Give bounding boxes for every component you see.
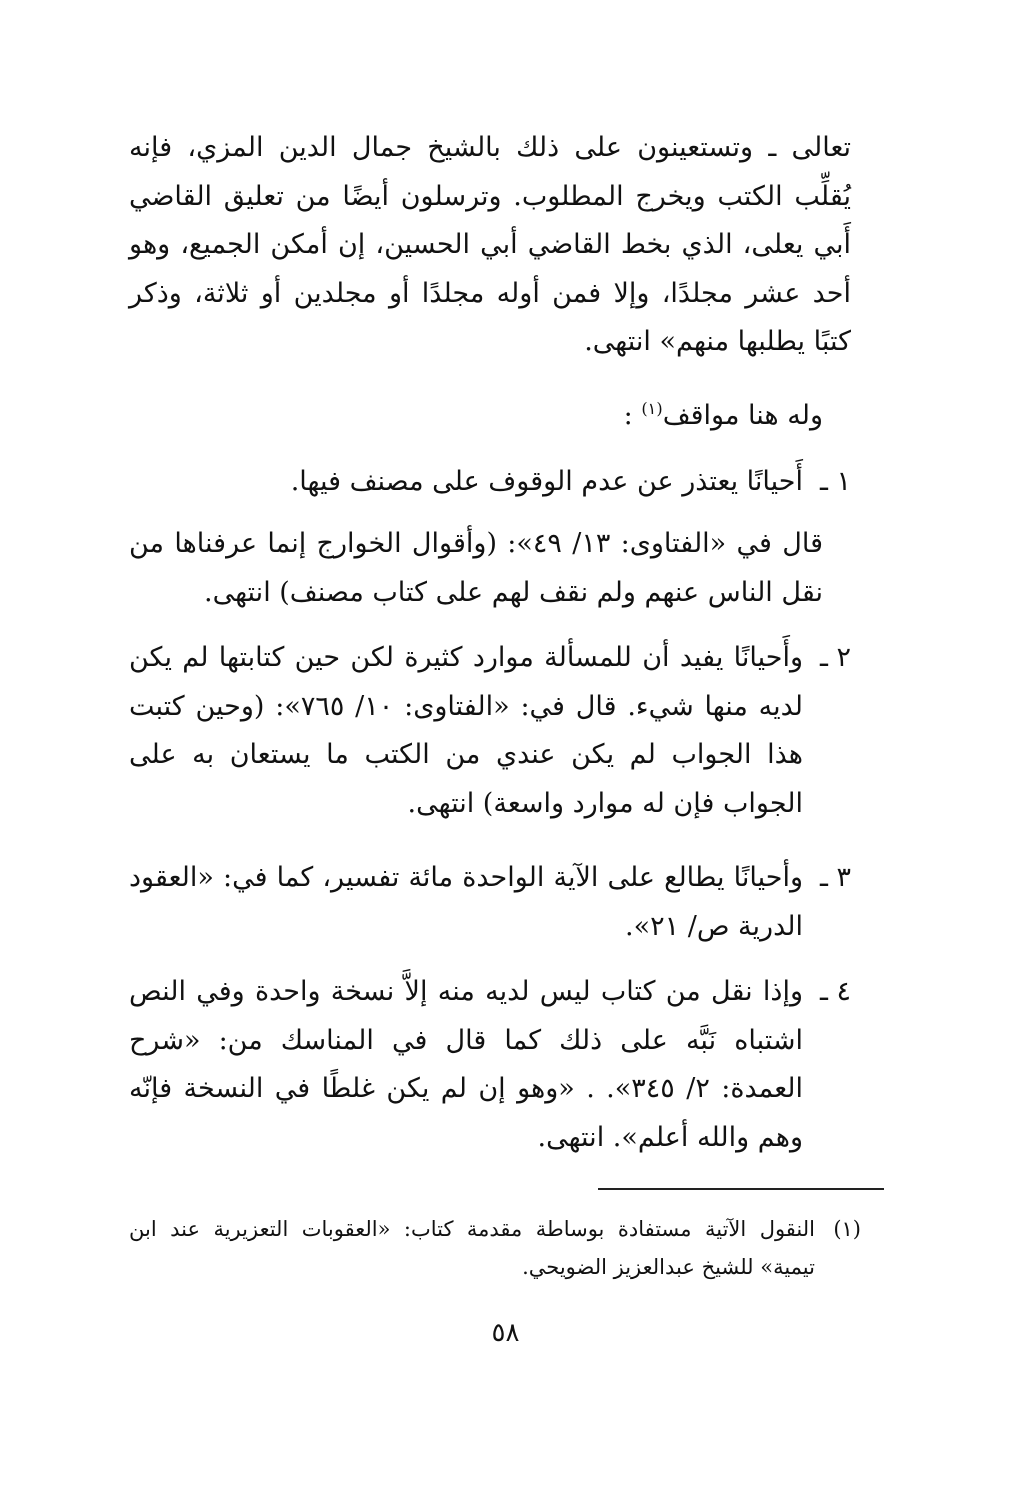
mawaqif-intro-colon: : <box>623 400 633 431</box>
list-item-number: ٣ ـ <box>819 862 851 893</box>
footnote-number: (١) <box>833 1217 861 1241</box>
footnote-reference-marker: (١) <box>641 399 663 418</box>
list-item-text: أَحيانًا يعتذر عن عدم الوقوف على مصنف فيها. <box>290 466 803 497</box>
footnote <box>129 1210 861 1286</box>
list-item-number: ٢ ـ <box>819 642 851 673</box>
list-item-text: وأَحيانًا يفيد أن للمسألة موارد كثيرة لكن حين كتابتها لم يكن لديه منها شيء. قال في: «الفتاوى: ١٠/ ٧٦٥»: (وحين كتبت هذا الجواب لم يكن عندي من الكتب ما يستعان به على الجواب فإن له موارد واسعة) انتهى. <box>129 642 803 819</box>
list-item-number: ١ ـ <box>819 466 851 497</box>
mawaqif-intro-text: وله هنا مواقف <box>662 400 823 431</box>
page-number: ٥٨ <box>491 1318 520 1348</box>
list-item <box>129 854 851 951</box>
quotation-paragraph: قال في «الفتاوى: ١٣/ ٤٩»: (وأقوال الخوارج إنما عرفناها من نقل الناس عنهم ولم نقف لهم على كتاب مصنف) انتهى. <box>129 528 823 608</box>
mawaqif-intro-line <box>123 392 823 441</box>
list-item <box>129 458 851 507</box>
list-item <box>129 634 851 828</box>
footnote-text: النقول الآتية مستفادة بوساطة مقدمة كتاب: «العقوبات التعزيرية عند ابن تيمية» للشيخ عبدالعزيز الضويحي. <box>129 1217 815 1279</box>
list-item-text: وأحيانًا يطالع على الآية الواحدة مائة تفسير، كما في: «العقود الدرية ص/ ٢١». <box>129 862 803 942</box>
list-item <box>129 968 851 1162</box>
intro-paragraph: تعالى ـ وتستعينون على ذلك بالشيخ جمال الدين المزي، فإنه يُقلِّب الكتب ويخرج المطلوب. وترسلون أيضًا من تعليق القاضي أَبي يعلى، الذي بخط القاضي أبي الحسين، إن أمكن الجميع، وهو أحد عشر مجلدًا، وإلا فمن أوله مجلدًا أو مجلدين أو ثلاثة، وذكر كتبًا يطلبها منهم» انتهى. <box>129 132 851 357</box>
list-item-number: ٤ ـ <box>819 976 851 1007</box>
footnote-divider <box>598 1188 884 1190</box>
list-item-text: وإذا نقل من كتاب ليس لديه منه إلاَّ نسخة واحدة وفي النص اشتباه نَبَّه على ذلك كما قال في المناسك من: «شرح العمدة: ٢/ ٣٤٥». . «وهو إن لم يكن غلطًا في النسخة فإنّه وهم والله أعلم». انتهى. <box>129 976 803 1153</box>
